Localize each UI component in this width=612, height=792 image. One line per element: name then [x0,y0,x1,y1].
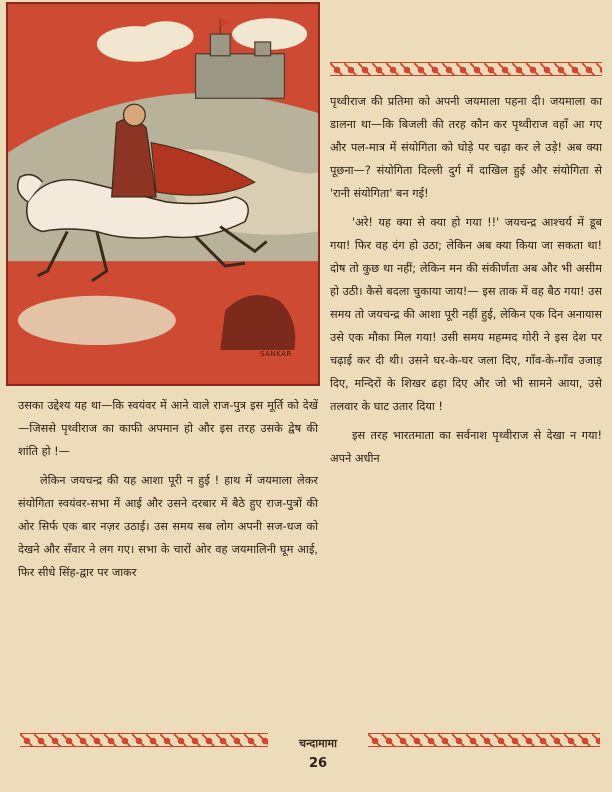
paragraph: उसका उद्देश्य यह था—कि स्वयंवर में आने वाले राज-पुत्र इस मूर्ति को देखें—जिससे पृथ्वीराज का काफी अपमान हो और इस तरह उसके द्वेष की शांति हो !— [18,399,318,458]
magazine-title: चन्दामामा [299,737,337,750]
text-column-right [330,90,602,476]
decorative-border-bottom-left [20,733,268,747]
illustration-drawing [8,4,318,384]
paragraph: लेकिन जयचन्द्र की यह आशा पूरी न हुई ! हाथ में जयमाला लेकर संयोगिता स्वयंवर-सभा में आई और उसने दरबार में बैठे हुए राज-पुत्रों की ओर सिर्फ एक बार नज़र उठाई। उस समय सब लोग अपनी सज-धज को देखने और सँवार ने लग गए। सभा के चारों ओर वह जयमालिनी घूम आई, फिर सीधे सिंह-द्वार पर जाकर [18,474,318,579]
artist-signature: SANKAR [260,350,292,358]
decorative-border-bottom-right [368,733,600,747]
dust-trail [18,296,176,345]
paragraph: पृथ्वीराज की प्रतिमा को अपनी जयमाला पहना दी। जयमाला का डालना था—कि बिजली की तरह कौन कर पृथ्वीराज वहाँ आ गए और पल-मात्र में संयोगिता को घोड़े पर चढ़ा कर ले उड़े! अब क्या पूछना—? संयोगिता दिल्ली दुर्ग में दाखिल हुई और संयोगिता से 'रानी संयोगिता' बन गई! [330,95,602,200]
paragraph: इस तरह भारतमाता का सर्वनाश पृथ्वीराज से देखा न गया! अपने अधीन [330,429,602,465]
decorative-border-top [330,62,602,76]
paragraph: 'अरे! यह क्या से क्या हो गया !!' जयचन्द्र आश्चर्य में डूब गया! फिर वह दंग हो उठा; लेकिन अब क्या किया जा सकता था! दोष तो कुछ था नहीं; लेकिन मन की संकीर्णता अब और भी असीम हो उठी। कैसे बदला चुकाया जाय!— इस ताक में वह बैठ गया! उस समय तो जयचन्द्र की आशा पूरी नहीं हुई, लेकिन एक दिन अनायास उसे एक मौका मिल गया! उसी समय महम्मद गोरी ने इस देश पर चढ़ाई कर दी थी। उसने घर-के-घर जला दिए, गाँव-के-गाँव उजाड़ दिए, मन्दिरों के शिखर ढहा दिए और जो भी सामने आया, उसे तलवार के घाट उतार दिया ! [330,216,602,413]
illustration-horseman-fort [6,2,320,386]
cloud [138,21,193,51]
page-number: 26 [308,756,328,771]
text-column-left [18,394,318,590]
